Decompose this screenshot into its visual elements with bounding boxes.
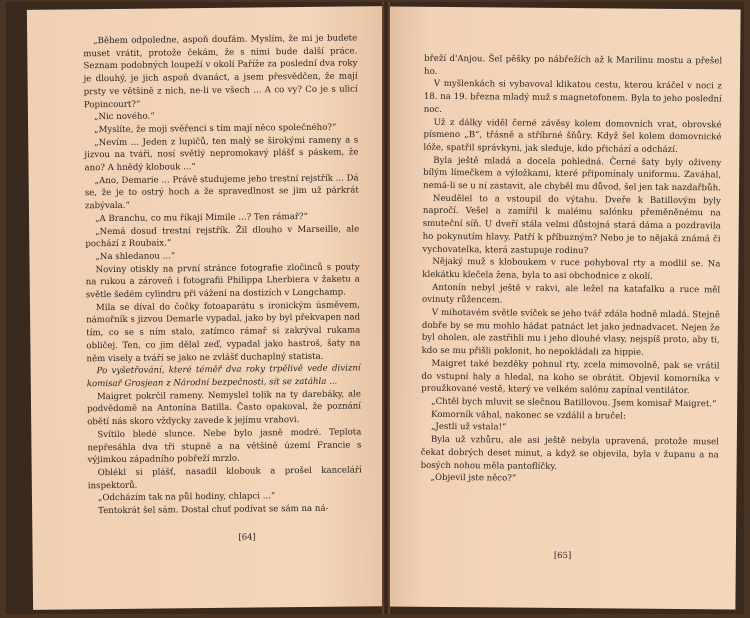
paragraph: Nějaký muž s kloboukem v ruce pohyboval rty a modlil se. Na klekátku klečela žena, byla to asi obchodnice z okolí. — [422, 257, 721, 282]
paragraph: „Jestli už vstala!“ — [430, 422, 507, 433]
paragraph: Byla ještě mladá a docela pohledná. Černé šaty byly oživeny bílým límečkem a výložkami, které připomínaly uniformu. Zaváhal, nemá-li se u ní zastavit, ale chyběl mu důvod, šel jen tak nazdařbůh. — [423, 155, 722, 194]
paragraph: „A Branchu, co mu říkají Mimile ...? Ten rámař?“ — [95, 211, 308, 225]
paragraph: V mihotavém světle svíček se jeho tvář zdála hodně mladá. Stejně dobře by se mu mohlo hádat patnáct let jako jednadvacet. Nejen že byl oholen, ale zastřihli mu i jeho dlouhé vlasy, nejspíš proto, aby ti, kdo se mu přišli poklonit, ho nepokládali za hippie. — [421, 307, 720, 358]
paragraph: Po vyšetřování, které téměř dva roky trpělivě vede divizní komisař Grosjean z Národní bezpečnosti, sít se zatáhla ... — [86, 363, 361, 390]
paragraph: Oblékl si plášť, nasadil klobouk a prošel kanceláří inspektorů. — [87, 465, 362, 491]
paragraph: „Nevím ... Jeden z lupičů, ten malý se širokými rameny a s jizvou na tváři, nosí světlý nepromokavý plášť s páskem, že ano? A hnědý klobouk ...“ — [84, 135, 359, 174]
left-page — [27, 6, 389, 610]
paragraph: Komorník váhal, nakonec se vzdálil a bručel: — [431, 409, 626, 422]
paragraph: Tentokrát šel sám. Dostal chuť podívat se sám na ná- — [98, 503, 329, 517]
paragraph: V myšlenkách si vybavoval klikatou cestu, kterou kráčel v noci z 18. na 19. března mladý muž s magnetofonem. Byla to jeho poslední noc. — [423, 79, 722, 115]
paragraph: „Během odpoledne, aspoň doufám. Myslím, že mi je budete muset vrátit, protože čekám, že s nimi bude další práce. Seznam podobných loupeží v okolí Paříže za poslední dva roky je dlouhý, je jich aspoň dvanáct, a jsem přesvědčen, že mají prsty ve většině z nich, ne-li ve všech ... A co vy? Co je s ulicí Popincourt?“ — [83, 33, 358, 110]
page-number-left: [64] — [238, 532, 256, 543]
paragraph: „Chtěl bych mluvit se slečnou Batillovou. Jsem komisař Maigret.“ — [431, 396, 717, 410]
paragraph: „Nic nového.“ — [93, 111, 155, 123]
paragraph: „Myslíte, že moji svěřenci s tím mají něco společného?“ — [94, 122, 337, 136]
page-number-right: [65] — [553, 550, 572, 562]
paragraph: „Nemá dosud trestní rejstřík. Žil dlouho v Marseille, ale pochází z Roubaix.“ — [85, 223, 360, 250]
left-page-text — [83, 32, 362, 518]
paragraph: břeží d'Anjou. Šel pěšky po nábřežích až k Marilinu mostu a přešel ho. — [424, 53, 723, 77]
paragraph: Byla už vzhůru, ale asi ještě nebyla upravená, protože musel čekat dobrých deset minut, a když se objevila, byla v županu a na bosých nohou měla pantoflíčky. — [420, 434, 719, 472]
paragraph: „Ano, Demarie ... Právě studujeme jeho trestní rejstřík ... Dá se, že je to ostrý hoch a že spravedlnost se jim už párkrát zabývala.“ — [84, 173, 359, 212]
open-book — [6, 2, 744, 614]
paragraph: Maigret pokrčil rameny. Nemyslel tolik na ty darebáky, ale podvědomě na Antonína Batilla. Často opakoval, že poznání obětí nás skoro vždycky zavede k jejímu vrahovi. — [87, 389, 362, 428]
paragraph: Mila se díval do čočky fotoaparátu s ironickým úsměvem, námořník s jizvou Demarle vypadal, jako by byl překvapen nad tím, co se s ním stalo, zatímco rámař si zakrýval rukama obličej. Ten, co jim dělal zeď, vypadal jako hastroš, šaty na něm visely a tváří se jako ne zvlášť duchaplný statista. — [86, 300, 361, 364]
right-page-text — [420, 53, 722, 487]
paragraph: Už z dálky viděl černé závěsy kolem domovních vrat, obrovské písmeno „B“, třásně a stříbrné šňůry. Když šel kolem domovnické lóže, spatřil správkyni, jak sleduje, kdo přichází a odchází. — [423, 117, 722, 155]
paragraph: Noviny otiskly na první stránce fotografie zločinců s pouty na rukou a zároveň i fotografii Philippa Lherbiera v žaketu a světle šedém cylindru při vážení na dostizích v Longchamp. — [85, 262, 360, 301]
paragraph: Svítilo bledé slunce. Nebe bylo jasně modré. Teplota nepřesáhla dva tři stupně a na většině území Francie s výjimkou západního pobřeží mrzlo. — [87, 427, 362, 466]
book-spine — [382, 2, 390, 614]
paragraph: „Na shledanou ...“ — [95, 251, 176, 263]
paragraph: „Odcházím tak na půl hodiny, chlapci ...“ — [97, 491, 276, 504]
paragraph: Neudělel to a vstoupil do výtahu. Dveře k Batillovým byly napročí. Vešel a zamířil k malému salónku přeměněnému na smuteční síň. U dveří stála velmi důstojná stará dáma a pozdravila ho pokynutím hlavy. Patří k příbuzným? Nebo je to nějaká známá či vychovatelka, která zastupuje rodinu? — [422, 193, 721, 256]
paragraph: Maigret také bezděky pohnul rty, zcela mimovolně, pak se vrátil do vstupní haly a hledal, na koho se obrátit. Objevil komorníka v proužkované vestě, který ve velkém salónu zapínal ventilátor. — [421, 358, 720, 397]
right-page — [383, 6, 740, 609]
paragraph: Antonín nebyl ještě v rakvi, ale ležel na katafalku a ruce měl ovinuty růžencem. — [422, 282, 721, 306]
paragraph: „Objevil jste něco?“ — [430, 473, 517, 484]
